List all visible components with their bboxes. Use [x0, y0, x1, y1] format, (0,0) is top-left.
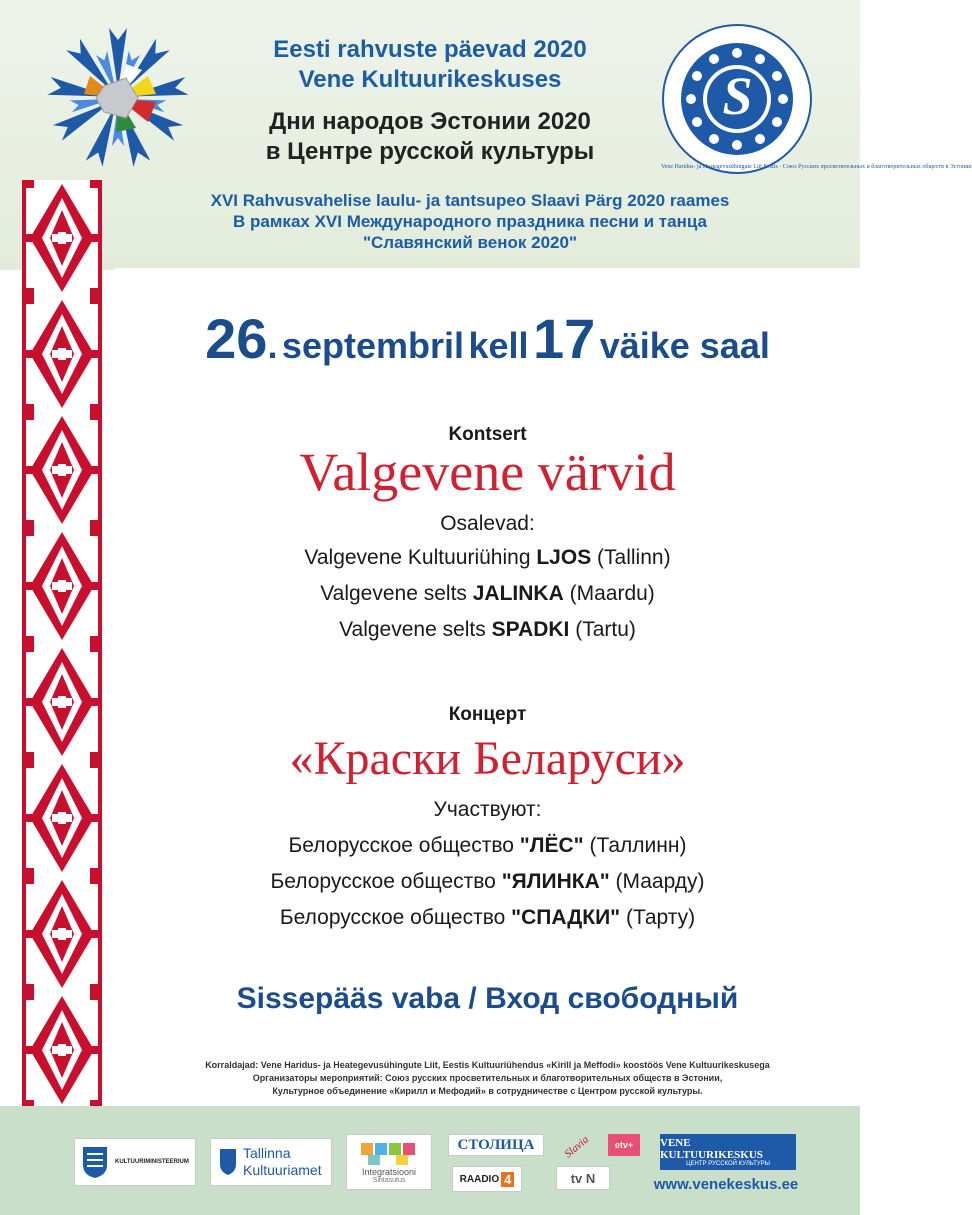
framework-ru-2: "Славянский венок 2020": [362, 233, 578, 252]
participant-name: "ЯЛИНКА": [501, 870, 610, 893]
participant-row: Valgevene selts SPADKI (Tartu): [339, 618, 636, 641]
event-hour: 17: [532, 307, 596, 370]
event-kell: kell: [468, 325, 529, 366]
participant-row: Valgevene selts JALINKA (Maardu): [320, 582, 655, 605]
puzzle-icon: [359, 1141, 419, 1167]
tallinn-logo: [210, 1138, 332, 1186]
event-day: 26: [205, 307, 268, 370]
organizers-line-2: Организаторы мероприятий: Союз русских просветительных и благотворительных обществ в Эстонии,: [252, 1073, 723, 1083]
organizers-line-1: Korraldajad: Vene Haridus- ja Heategevusühingute Liit, Eestis Kultuuriühendus «Kirill ja Meffodi» koostöös Vene Kultuurikeskusega: [205, 1060, 770, 1070]
cornflower-logo: [38, 22, 198, 172]
radio4-logo: RAADIO 4: [452, 1166, 522, 1192]
concert-ru-participants-label: Участвуют:: [433, 798, 542, 821]
society-logo: [655, 22, 972, 177]
tallinn-name: Tallinna Kultuuriamet: [243, 1145, 322, 1178]
concert-et-kind: Kontsert: [448, 424, 527, 445]
concert-et-participants-label: Osalevad:: [440, 512, 535, 535]
participant-name: "СПАДКИ": [511, 906, 621, 929]
integration-foundation-logo: Integratsiooni Sihtasutus: [346, 1134, 432, 1190]
society-logo-ring-text: Vene Haridus- ja Heategevusühingute Liit Eestis · Союз Русских просветительных и благотворительных обществ в Эстонии: [661, 164, 972, 170]
header-title-et-1: Eesti rahvuste päevad 2020: [273, 36, 587, 63]
tvn-logo: tv N: [556, 1166, 610, 1190]
concert-ru-title: «Краски Беларуси»: [289, 732, 686, 785]
participant-name: "ЛЁС": [519, 834, 584, 857]
framework-et: XVI Rahvusvahelise laulu- ja tantsupeo Slaavi Pärg 2020 raames: [210, 191, 730, 210]
concert-ru-kind: Концерт: [448, 704, 527, 725]
stolitsa-logo: СТОЛИЦА: [448, 1134, 544, 1156]
concert-et-title: Valgevene värvid: [299, 442, 676, 502]
participant-row: Белорусское общество "ЛЁС" (Таллинн): [288, 834, 687, 857]
tallinn-shield-icon: [219, 1148, 237, 1176]
slavia-logo: Slavia: [562, 1133, 592, 1161]
participant-name: JALINKA: [472, 582, 564, 605]
participant-row: Белорусское общество "СПАДКИ" (Тарту): [279, 906, 696, 929]
participant-row: Белорусское общество "ЯЛИНКА" (Маарду): [270, 870, 705, 893]
belarusian-ornament: [22, 180, 102, 1108]
website-link[interactable]: www.venekeskus.ee: [653, 1176, 799, 1193]
society-logo-letter: S: [722, 66, 753, 126]
header-title-et-2: Vene Kultuurikeskuses: [298, 66, 562, 93]
header-title-ru-2: в Центре русской культуры: [265, 138, 595, 165]
participant-name: SPADKI: [491, 618, 570, 641]
ministry-name: KULTUURIMINISTEERIUM: [115, 1159, 189, 1165]
header-title-ru-1: Дни народов Эстонии 2020: [269, 108, 591, 135]
event-day-dot: .: [267, 325, 278, 366]
free-entry: Sissepääs vaba / Вход свободный: [236, 982, 739, 1015]
ministry-logo: [74, 1138, 196, 1186]
event-date-line: [115, 306, 860, 371]
framework-ru-1: В рамках XVI Международного праздника песни и танца: [233, 212, 707, 231]
event-hall: väike saal: [599, 325, 770, 366]
coat-of-arms-icon: [81, 1145, 109, 1179]
participant-name: LJOS: [536, 546, 592, 569]
participant-row: Valgevene Kultuuriühing LJOS (Tallinn): [304, 546, 671, 569]
event-month: septembril: [281, 325, 464, 366]
etv-plus-logo: etv+: [608, 1134, 640, 1156]
venekeskus-logo: VENE KULTUURIKESKUS ЦЕНТР РУССКОЙ КУЛЬТУРЫ: [660, 1134, 796, 1170]
organizers-line-3: Культурное объединение «Кирилл и Мефодий» в сотрудничестве с Центром русской культуры.: [272, 1086, 703, 1096]
